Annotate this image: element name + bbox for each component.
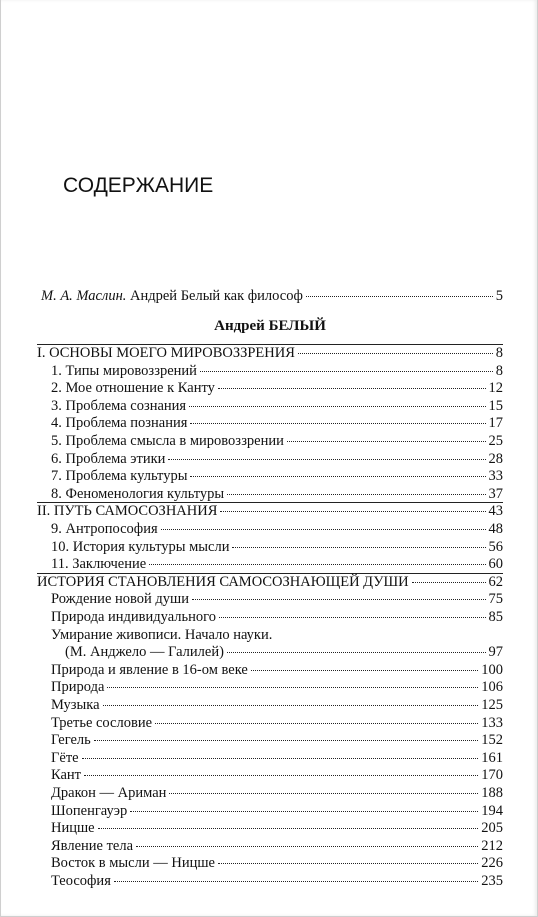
toc-entry-label: Явление тела [51,837,134,854]
toc-entry-label: 1. Типы мировоззрений [51,362,197,379]
toc-entry-label: 10. История культуры мысли [51,538,230,555]
toc-page-number: 205 [481,820,503,837]
toc-page-number: 12 [488,380,503,397]
toc-entry [37,574,503,591]
toc-page-number: 125 [481,697,503,713]
toc-entry-label: 9. Антропософия [51,521,158,537]
dot-leader [251,670,478,671]
toc-entry [51,803,503,820]
dot-leader [107,687,478,688]
dot-leader [168,459,485,460]
dot-leader [169,793,478,794]
toc-page-number: 62 [488,573,503,590]
toc-page-number: 100 [481,661,503,678]
toc-intro-entry [41,288,503,305]
toc-entry [51,398,503,415]
toc-page-number: 212 [481,837,503,854]
toc-page-number: 97 [488,644,503,661]
section-heading-last: БЕЛЫЙ [268,318,326,334]
dot-leader [218,388,486,389]
page-title: СОДЕРЖАНИЕ [63,174,214,197]
dot-leader [161,529,486,530]
toc-entry [51,609,503,626]
toc-entry-label: Рождение новой души [51,591,189,608]
toc-entry-label: Природа [51,679,105,696]
toc-entry [51,855,503,872]
toc-entry [51,679,503,696]
dot-leader [287,441,486,442]
dot-leader [412,582,486,583]
toc-page-number: 161 [481,749,503,766]
dot-leader [192,599,486,600]
toc-entry-label: Третье сословие [51,714,153,731]
toc-entry [51,838,503,855]
dot-leader [220,511,485,512]
toc-page-number: 48 [488,521,503,537]
toc-page-number: 85 [488,609,503,625]
toc-entry-label: Ницше [51,820,95,837]
toc-entry-label: Теософия [51,873,111,889]
toc-page-number: 152 [481,732,503,749]
toc-entry-label: Кант [51,767,82,784]
toc-entry [51,433,503,450]
toc-page-number: 8 [495,345,503,361]
toc-entry [51,468,503,485]
dot-leader [190,423,485,424]
toc-entry-label: Гёте [51,749,79,766]
toc-entry [51,486,503,503]
toc-entry-label [41,288,303,305]
toc-entry-label: 7. Проблема культуры [51,468,188,485]
toc-entry [51,556,503,573]
toc-entry-label: Природа индивидуального [51,609,216,625]
toc-entry-label: 8. Феноменология культуры [51,485,225,502]
toc-entry [51,521,503,538]
toc-entry [51,873,503,890]
dot-leader [227,652,486,653]
toc-entry-label: I. ОСНОВЫ МОЕГО МИРОВОЗЗРЕНИЯ [37,345,295,361]
dot-leader [136,846,478,847]
toc-page-number: 194 [481,802,503,819]
toc-page-number: 25 [488,433,503,449]
toc-entry [51,627,503,644]
dot-leader [190,476,485,477]
dot-leader [114,881,478,882]
toc-page-number: 5 [495,288,503,304]
intro-title: Андрей Белый как философ [126,288,303,304]
toc-page-number: 8 [495,362,503,379]
toc-page-number: 235 [481,873,503,889]
dot-leader [200,371,493,372]
dot-leader [298,353,493,354]
toc-entry-label: ИСТОРИЯ СТАНОВЛЕНИЯ САМОСОЗНАЮЩЕЙ ДУШИ [37,573,409,590]
toc-entry [51,767,503,784]
toc-page-number: 56 [488,538,503,555]
toc-page-number: 106 [481,679,503,696]
dot-leader [189,406,485,407]
toc-page-number: 170 [481,767,503,784]
toc-entry [51,363,503,380]
dot-leader [98,828,479,829]
toc-entry [51,662,503,679]
toc-page-number: 60 [488,556,503,573]
toc-entry-label: 5. Проблема смысла в мировоззрении [51,433,284,449]
toc-entry [51,591,503,608]
dot-leader [82,758,479,759]
dot-leader [219,617,486,618]
dot-leader [155,723,478,724]
toc-entry-label: Дракон — Ариман [51,785,167,801]
section-heading [1,318,538,335]
toc-entry [65,644,503,661]
dot-leader [227,494,485,495]
toc-page-number: 28 [488,450,503,467]
toc-entry [51,380,503,397]
toc-page-number: 17 [488,415,503,432]
toc-entry [51,732,503,749]
toc-page-number: 75 [488,591,503,608]
dot-leader [306,296,493,297]
dot-leader [130,811,478,812]
dot-leader [218,863,478,864]
toc-entry-label: 4. Проблема познания [51,415,188,432]
toc-page-number: 133 [481,714,503,731]
toc-entry-label: II. ПУТЬ САМОСОЗНАНИЯ [37,503,218,520]
toc-entry-label: 3. Проблема сознания [51,397,187,414]
toc-page-number: 188 [481,785,503,801]
dot-leader [94,740,478,741]
toc-page-number: 37 [488,485,503,502]
dot-leader [149,564,485,565]
toc-entry [51,820,503,837]
toc-entry-label: Гегель [51,732,91,749]
toc-entry-label: Умирание живописи. Начало науки. [51,626,273,643]
toc-entry [51,715,503,732]
section-heading-first: Андрей [214,318,265,334]
toc-entry-label: 2. Мое отношение к Канту [51,380,215,397]
toc-entry [51,697,503,714]
toc-page-number: 15 [488,397,503,414]
toc-entry [37,503,503,520]
toc-entry-label: 11. Заключение [51,556,147,573]
toc-entry [51,415,503,432]
toc-entry [51,785,503,802]
toc-entry-label: Шопенгауэр [51,802,128,819]
dot-leader [84,775,478,776]
toc-page-number: 33 [488,468,503,485]
toc-entry-label: 6. Проблема этики [51,450,166,467]
toc-entry-label: Музыка [51,697,100,713]
toc-entry [37,345,503,362]
toc-entry [51,451,503,468]
toc-page-number: 226 [481,855,503,872]
intro-author: М. А. Маслин. [41,288,127,304]
toc-entry [51,750,503,767]
toc-entry-label: Восток в мысли — Ницше [51,855,215,872]
toc-entry-label: Природа и явление в 16-ом веке [51,661,248,678]
toc-entry [51,539,503,556]
toc-entry-label: (М. Анджело — Галилей) [65,644,224,661]
toc-page-number: 43 [488,503,503,520]
dot-leader [232,547,485,548]
dot-leader [103,705,479,706]
